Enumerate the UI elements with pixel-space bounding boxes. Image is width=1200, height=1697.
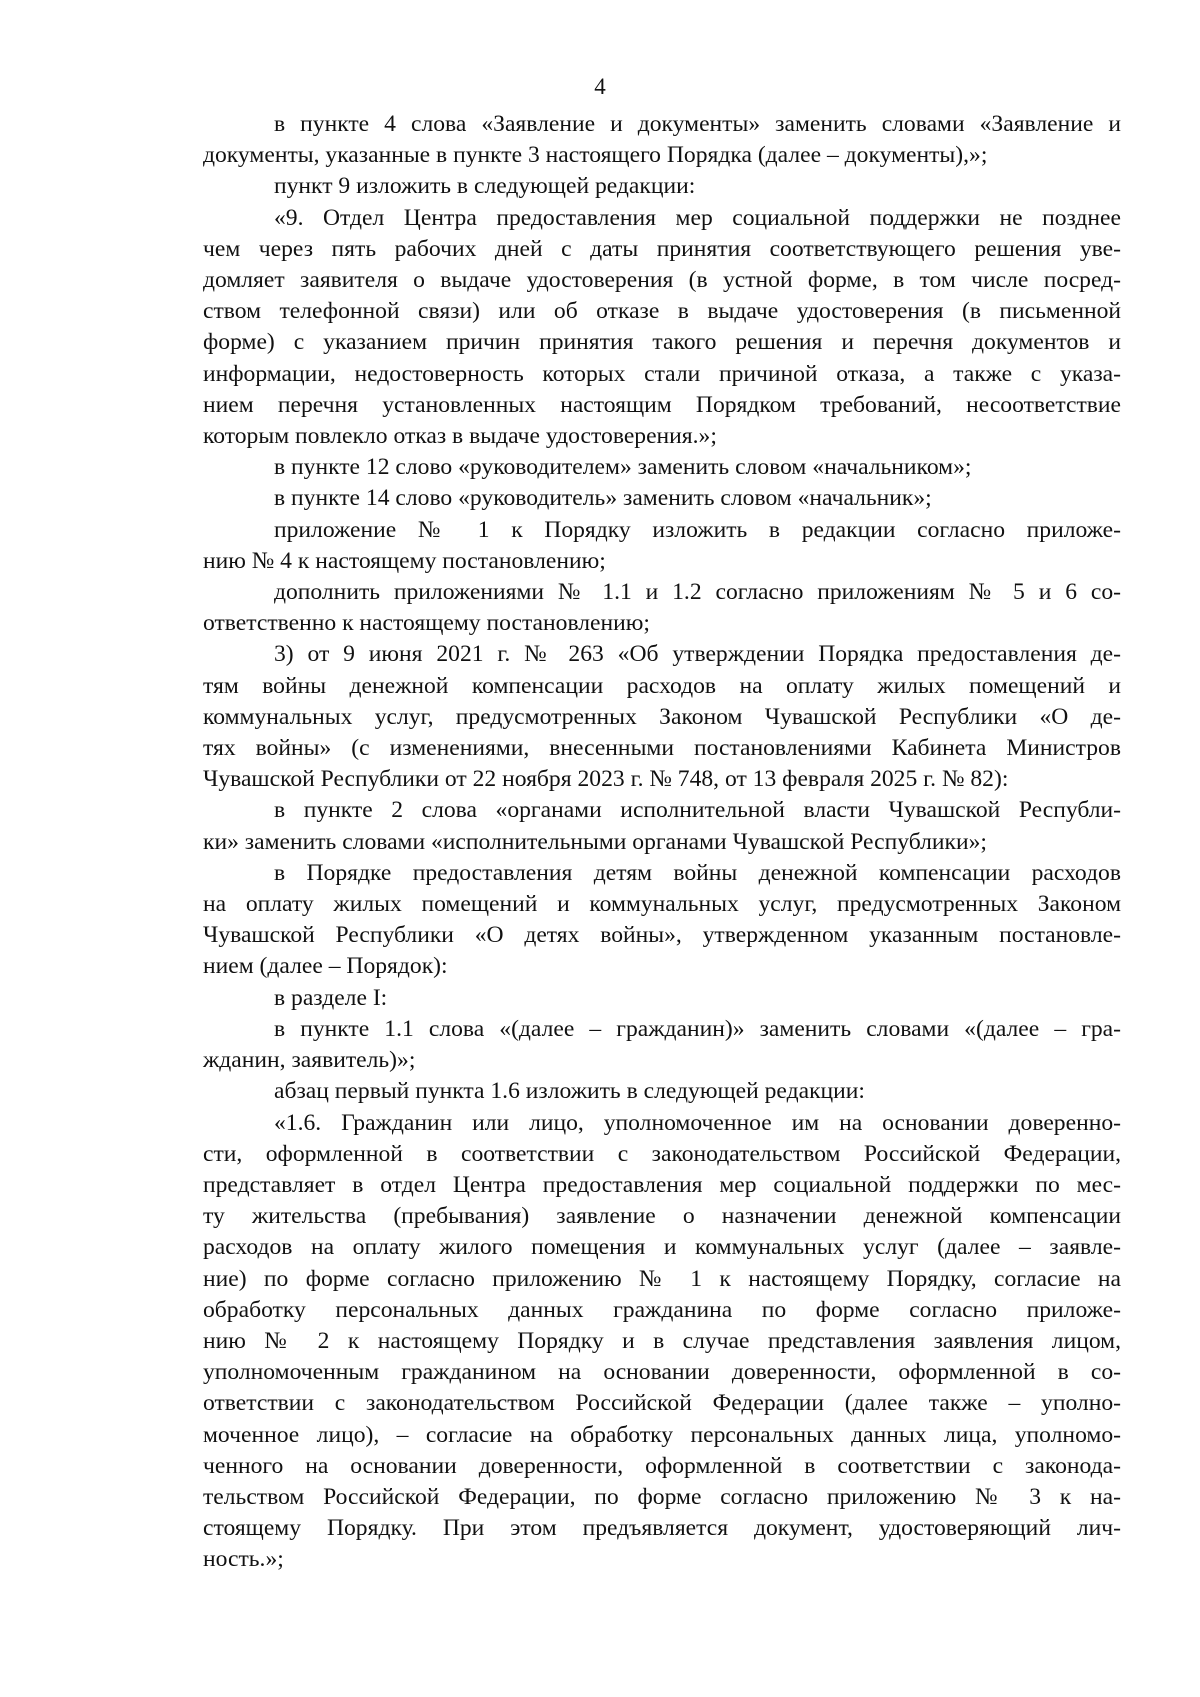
text-line: информации, недостоверность которых стали причиной отказа, а также с указа- [203,360,1121,387]
text-line: уполномоченным гражданином на основании доверенности, оформленной в со- [203,1359,1121,1386]
text-line: тях войны» (с изменениями, внесенными постановлениями Кабинета Министров [203,735,1121,762]
text-line: Чувашской Республики «О детях войны», утвержденном указанным постановле- [203,922,1121,949]
text-line: приложение № 1 к Порядку изложить в редакции согласно приложе- [274,516,1121,543]
paragraph [203,858,1121,983]
text-line: в пункте 4 слова «Заявление и документы» заменить словами «Заявление и [274,111,1121,137]
text-line: сти, оформленной в соответствии с законодательством Российской Федерации, [203,1140,1121,1167]
text-line: в пункте 2 слова «органами исполнительной власти Чувашской Республи- [274,797,1121,824]
text-line: чем через пять рабочих дней с даты принятия соответствующего решения уве- [203,235,1121,262]
text-line: в разделе I: [274,984,388,1011]
paragraph [203,483,1121,514]
text-line: тельством Российской Федерации, по форме согласно приложению № 3 к на- [203,1483,1121,1510]
paragraph [203,577,1121,639]
text-line: «9. Отдел Центра предоставления мер социальной поддержки не позднее [274,204,1121,231]
text-line: расходов на оплату жилого помещения и коммунальных услуг (далее – заявле- [203,1234,1121,1261]
text-line: ством телефонной связи) или об отказе в выдаче удостоверения (в письменной [203,298,1121,325]
text-line: нием перечня установленных настоящим Порядком требований, несоответствие [203,391,1121,418]
text-line: форме) с указанием причин принятия такого решения и перечня документов и [203,329,1121,356]
text-line: ность.»; [203,1546,284,1573]
text-line: Чувашской Республики от 22 ноября 2023 г. № 748, от 13 февраля 2025 г. № 82): [203,766,1009,793]
text-line: ту жительства (пребывания) заявление о назначении денежной компенсации [203,1203,1121,1230]
paragraph [203,1014,1121,1076]
text-line: стоящему Порядку. При этом предъявляется документ, удостоверяющий лич- [203,1515,1121,1542]
paragraph [203,109,1121,171]
text-line: представляет в отдел Центра предоставления мер социальной поддержки по мес- [203,1171,1121,1198]
text-line: тям войны денежной компенсации расходов на оплату жилых помещений и [203,672,1121,699]
text-line: жданин, заявитель)»; [203,1047,416,1074]
text-line: нием (далее – Порядок): [203,953,448,980]
text-line: документы, указанные в пункте 3 настоящего Порядка (далее – документы),»; [203,142,988,169]
text-line: ответственно к настоящему постановлению; [203,610,650,637]
text-line: пункт 9 изложить в следующей редакции: [274,173,696,200]
paragraph [203,639,1121,795]
text-line: коммунальных услуг, предусмотренных Законом Чувашской Республики «О де- [203,703,1121,730]
paragraph [203,452,1121,483]
text-line: ченного на основании доверенности, оформленной в соответствии с законода- [203,1452,1121,1479]
paragraph [203,1076,1121,1107]
text-line: нию № 4 к настоящему постановлению; [203,547,606,574]
paragraph [203,515,1121,577]
text-line: дополнить приложениями № 1.1 и 1.2 согласно приложениям № 5 и 6 со- [274,579,1121,606]
paragraph [203,171,1121,202]
paragraph [203,203,1121,453]
text-line: в пункте 14 слово «руководитель» заменить словом «начальник»; [274,485,932,512]
text-line: ответствии с законодательством Российской Федерации (далее также – уполно- [203,1390,1121,1417]
text-line: домляет заявителя о выдаче удостоверения (в устной форме, в том числе посред- [203,267,1121,294]
paragraph [203,983,1121,1014]
text-line: в Порядке предоставления детям войны денежной компенсации расходов [274,859,1121,886]
text-line: нию № 2 к настоящему Порядку и в случае представления заявления лицом, [203,1327,1121,1354]
text-line: ние) по форме согласно приложению № 1 к настоящему Порядку, согласие на [203,1265,1121,1292]
page-number: 4 [594,74,606,99]
text-line: абзац первый пункта 1.6 изложить в следующей редакции: [274,1078,865,1105]
text-line: «1.6. Гражданин или лицо, уполномоченное им на основании доверенно- [274,1109,1121,1136]
text-line: моченное лицо), – согласие на обработку персональных данных лица, уполномо- [203,1421,1121,1448]
text-line: 3) от 9 июня 2021 г. № 263 «Об утверждении Порядка предоставления де- [274,641,1121,668]
text-line: на оплату жилых помещений и коммунальных услуг, предусмотренных Законом [203,891,1121,918]
paragraph [203,1108,1121,1576]
document-body [203,109,1121,1576]
paragraph [203,795,1121,857]
text-line: которым повлекло отказ в выдаче удостоверения.»; [203,423,717,450]
text-line: обработку персональных данных гражданина по форме согласно приложе- [203,1296,1121,1323]
text-line: ки» заменить словами «исполнительными органами Чувашской Республики»; [203,828,987,855]
text-line: в пункте 1.1 слова «(далее – гражданин)» заменить словами «(далее – гра- [274,1015,1121,1042]
text-line: в пункте 12 слово «руководителем» заменить словом «начальником»; [274,454,972,481]
